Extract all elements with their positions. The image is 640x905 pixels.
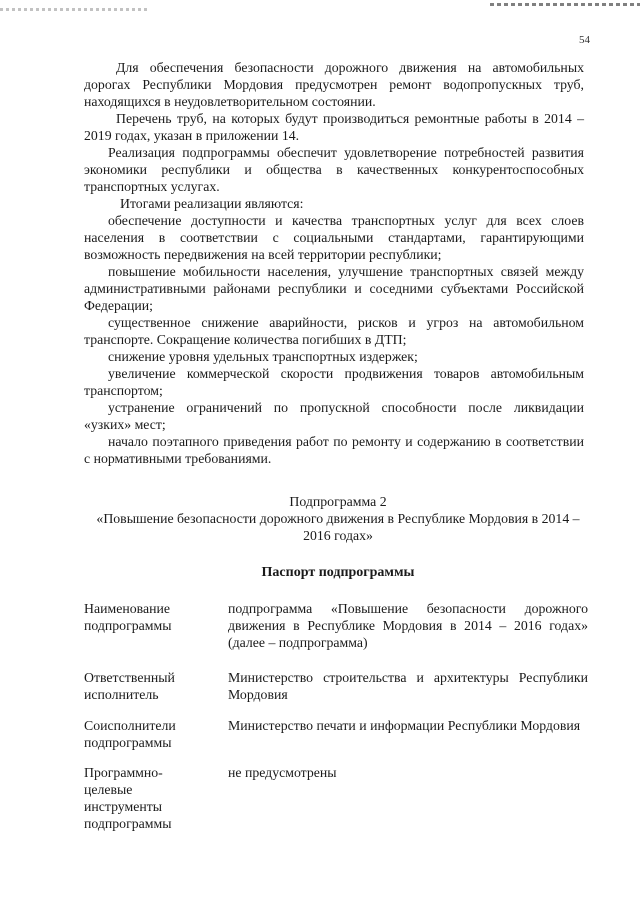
list-item: обеспечение доступности и качества транспортных услуг для всех слоев населения в соответствии с социальными стандартами, гарантирующими возможность передвижения на всей территории республики; (84, 213, 584, 262)
scan-artifact-left (0, 8, 150, 11)
passport-value-coexecutors: Министерство печати и информации Республики Мордовия (228, 718, 581, 733)
passport-label-coexecutors: Соисполнители подпрограммы (84, 718, 176, 750)
paragraph: Реализация подпрограммы обеспечит удовлетворение потребностей развития экономики республики и общества в качественных конкурентоспособных транспортных услугах. (84, 145, 584, 194)
passport-value-instruments: не предусмотрены (228, 765, 337, 780)
passport-label-instruments: Программно-целевые инструменты подпрограммы (84, 765, 172, 831)
subprogram-heading: Подпрограмма 2 (289, 494, 387, 509)
paragraph: Итогами реализации являются: (120, 196, 304, 211)
page-number: 54 (579, 34, 590, 46)
list-item: устранение ограничений по пропускной способности после ликвидации «узких» мест; (84, 400, 584, 432)
list-item: повышение мобильности населения, улучшение транспортных связей между административными районами республики и соседними субъектами Российской Федерации; (84, 264, 584, 313)
list-item: снижение уровня удельных транспортных издержек; (108, 349, 418, 364)
paragraph: Перечень труб, на которых будут производиться ремонтные работы в 2014 – 2019 годах, указан в приложении 14. (84, 111, 584, 143)
subprogram-heading-block (84, 493, 592, 544)
passport-value-name: подпрограмма «Повышение безопасности дорожного движения в Республике Мордовия в 2014 – 2016 годах» (далее – подпрограмма) (228, 601, 588, 650)
passport-label-name: Наименование подпрограммы (84, 601, 172, 633)
list-item: увеличение коммерческой скорости продвижения товаров автомобильным транспортом; (84, 366, 584, 398)
passport-title: Паспорт подпрограммы (261, 565, 415, 580)
paragraph: Для обеспечения безопасности дорожного движения на автомобильных дорогах Республики Мордовия предусмотрен ремонт водопропускных труб, находящихся в неудовлетворительном состоянии. (84, 60, 584, 109)
passport-label-executor: Ответственный исполнитель (84, 670, 175, 702)
subprogram-title: «Повышение безопасности дорожного движения в Республике Мордовия в 2014 – 2016 годах» (96, 511, 580, 543)
passport-value-executor: Министерство строительства и архитектуры Республики Мордовия (228, 670, 588, 702)
document-body (84, 59, 584, 467)
list-item: существенное снижение аварийности, рисков и угроз на автомобильном транспорте. Сокращение количества погибших в ДТП; (84, 315, 584, 347)
list-item: начало поэтапного приведения работ по ремонту и содержанию в соответствии с нормативными требованиями. (84, 434, 584, 466)
scan-artifact-right (490, 3, 640, 6)
